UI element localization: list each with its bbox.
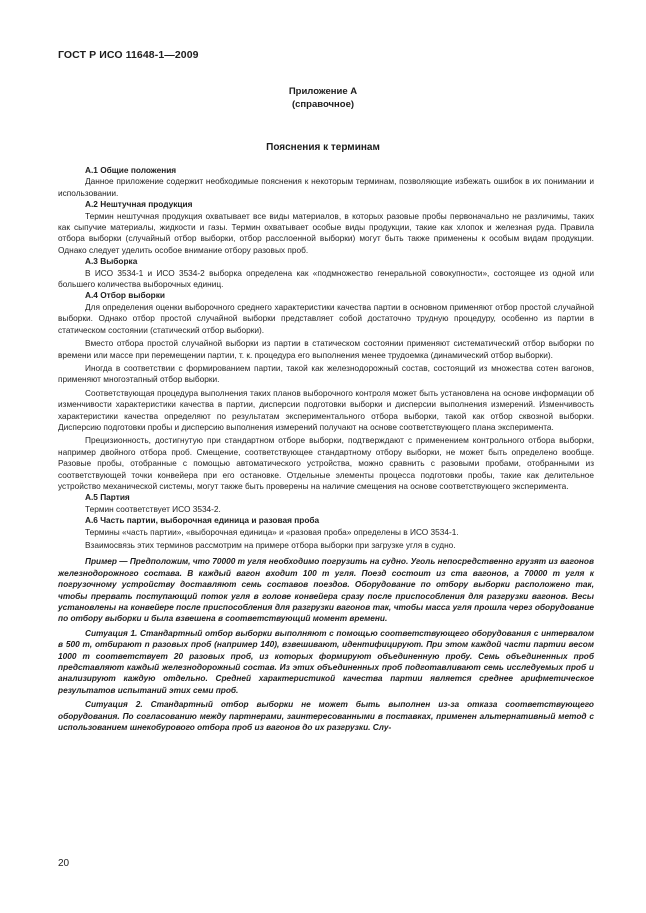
section-title: Пояснения к терминам bbox=[266, 142, 380, 153]
heading-a1: А.1 Общие положения bbox=[85, 165, 177, 175]
paragraph: Иногда в соответствии с формированием партии, такой как железнодорожный состав, состоящий из множества сотен вагонов, применяют многоэтапный отбор выборки. bbox=[58, 362, 594, 385]
paragraph: Вместо отбора простой случайной выборки из партии в статическом состоянии применяют систематический отбор выборки по времени или массе при перемещении партии, т. к. процедура его выполнения менее трудоемка (динамический отбор выборки). bbox=[58, 338, 594, 360]
page-number: 20 bbox=[58, 858, 70, 869]
paragraph: Прецизионность, достигнутую при стандартном отборе выборки, подтверждают с применением контрольного отбора выборки, например двойного отбора проб. Смещение, соответствующее стандартному отбору выборки, не может быть определено вообще. Разовые пробы, отобранные с помощью автоматического устройства, можно сравнить с разовыми пробами, отобранными из соответствующей точки конвейера при его остановке. Отдельные элементы процесса подготовки пробы, такие как делительное устройство механической системы, могут также быть проверены на наличие смещения на основе соответствующего эксперимента. bbox=[58, 435, 594, 491]
heading-a3: А.3 Выборка bbox=[85, 256, 138, 267]
paragraph: Взаимосвязь этих терминов рассмотрим на примере отбора выборки при загрузке угля в судно. bbox=[85, 540, 456, 550]
paragraph: Для определения оценки выборочного среднего характеристики качества партии в основном применяют отбор простой случайной выборки. Однако отбор простой случайной выборки представляет собой достаточно трудную процедуру, особенно из партии в статическом состоянии (статический отбор выборки). bbox=[58, 301, 594, 335]
example-paragraph: Пример — Предположим, что 70000 т угля необходимо погрузить на судно. Уголь непосредственно грузят из вагонов железнодорожного состава. В каждый вагон входит 100 т угля. Поезд состоит из ста вагонов, а 70000 т угля к погрузочному устройству доставляют семь составов поездов. Оборудование по отбору выборки расположено так, чтобы прервать поступающий поток угля в голове конвейера сразу после приспособления для разгрузки вагонов. Весы установлены на конвейере после приспособления для разгрузки вагонов так, чтобы масса угля прошла через оборудование по отбору выборки и была взвешена в соответствующий момент времени. bbox=[58, 556, 594, 624]
heading-a5: А.5 Партия bbox=[85, 492, 130, 503]
paragraph: Данное приложение содержит необходимые пояснения к некоторым терминам, позволяющие избежать ошибок в их понимании и использовании. bbox=[58, 176, 594, 198]
paragraph: Термины «часть партии», «выборочная единица» и «разовая проба» определены в ИСО 3534-1. bbox=[85, 526, 459, 537]
situation-1-paragraph: Ситуация 1. Стандартный отбор выборки выполняют с помощью соответствующего оборудования с интервалом в 500 т, отбирают n разовых проб (например 140), взвешивают, идентифицируют. При этом каждой части партии весом 1000 т соответствует 20 разовых проб, из которых формируют объединенную пробу. Семь объединенных проб представляют каждый железнодорожный состав. Из этих объединенных проб подготавливают семь исследуемых проб и анализируют каждую отдельно. Средней характеристикой качества партии является среднее арифметическое результатов испытаний этих семи проб. bbox=[58, 627, 594, 695]
paragraph: Термин соответствует ИСО 3534-2. bbox=[85, 503, 221, 514]
document-header: ГОСТ Р ИСО 11648-1—2009 bbox=[58, 49, 199, 61]
document-body bbox=[58, 165, 594, 734]
appendix-title: Приложение А bbox=[288, 86, 358, 97]
paragraph: Соответствующая процедура выполнения таких планов выборочного контроля может быть установлена на основе информации об изменчивости характеристики качества в партии, дисперсии подготовки выборки и дисперсии выполнения измерений. Изменчивость характеристики качества определяют по результатам экспериментального отбора выборки, такой как отбор сквозной выборки. Дисперсию подготовки пробы и дисперсию выполнения измерений получают на основе соответствующего плана эксперимента. bbox=[58, 387, 594, 432]
heading-a2: А.2 Нештучная продукция bbox=[85, 199, 193, 210]
situation-2-paragraph: Ситуация 2. Стандартный отбор выборки не может быть выполнен из-за отказа соответствующего оборудования. По согласованию между партнерами, заинтересованными в поставках, применен альтернативный метод с использованием шнекобурового отбора проб из вагонов до их разгрузки. Слу- bbox=[58, 699, 594, 733]
heading-a6: А.6 Часть партии, выборочная единица и разовая проба bbox=[85, 515, 320, 526]
appendix-heading bbox=[0, 85, 646, 111]
paragraph: В ИСО 3534-1 и ИСО 3534-2 выборка определена как «подмножество генеральной совокупности», состоящее из одной или большего количества выборочных единиц. bbox=[58, 267, 594, 290]
paragraph: Термин нештучная продукция охватывает все виды материалов, в которых разовые пробы первоначально не различимы, таких как сыпучие материалы, жидкости и газы. Термин охватывает особые виды продукции, такие как хлопок и железная руда. Правила отбора выборки (случайный отбор выборки, отбор расслоенной выборки) могут быть также применены к особым видам продукции. Однако следует уделить особое внимание отбору разовых проб. bbox=[58, 210, 594, 255]
heading-a4: А.4 Отбор выборки bbox=[85, 290, 165, 301]
appendix-subtitle: (справочное) bbox=[291, 99, 355, 110]
